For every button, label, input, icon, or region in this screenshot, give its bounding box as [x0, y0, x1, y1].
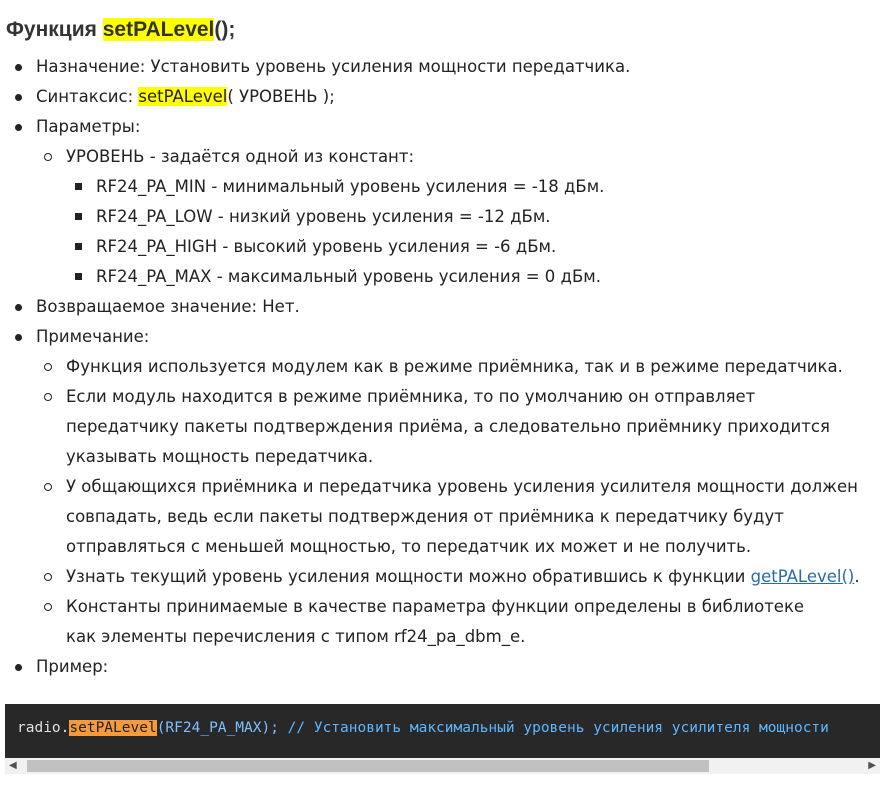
- list-item-syntax: Синтаксис: setPALevel( УРОВЕНЬ );: [6, 82, 886, 112]
- constant-item: RF24_PA_MIN - минимальный уровень усиления = -18 дБм.: [66, 172, 886, 202]
- note-item: Узнать текущий уровень усиления мощности можно обратившись к функции getPALevel().: [36, 562, 886, 592]
- scroll-right-icon[interactable]: ▶: [868, 760, 876, 771]
- list-item-note: Примечание: Функция используется модулем как в режиме приёмника, так и в режиме передатчика. Если модуль находится в режиме приёмника, то по умолчанию он отправляет передатчику пакеты подтверждения приёма, а следовательно приёмнику приходится указывать мощность передатчика. У общающихся приёмника и передатчика уровень усиления усилителя мощности должен совпадать, ведь если пакеты подтверждения от приёмника к передатчику будут отправляться с меньшей мощностью, то передатчик их может и не получить. Узнать текущий уровень усиления мощности можно обратившись к функции getPALevel(). Константы принимаемые в качестве параметра функции определены в библиотеке как элементы перечисления с типом rf24_pa_dbm_e.: [6, 322, 886, 652]
- list-item-example: Пример:: [6, 652, 886, 682]
- note-item: У общающихся приёмника и передатчика уровень усиления усилителя мощности должен совпадать, ведь если пакеты подтверждения от приёмника к передатчику будут отправляться с меньшей мощностью, то передатчик их может и не получить.: [36, 472, 884, 562]
- scrollbar-thumb[interactable]: [27, 760, 709, 772]
- document-body: [6, 12, 886, 682]
- list-item-params: Параметры: УРОВЕНЬ - задаётся одной из констант: RF24_PA_MIN - минимальный уровень усиления = -18 дБм. RF24_PA_LOW - низкий уровень усиления = -12 дБм. RF24_PA_HIGH - высокий уровень усиления = -6 дБм. RF24_PA_MAX - максимальный уровень усиления = 0 дБм.: [6, 112, 886, 292]
- title-prefix: Функция: [6, 18, 103, 41]
- code-function-highlight: setPALevel: [69, 720, 157, 736]
- description-list: [6, 52, 886, 682]
- constant-item: RF24_PA_MAX - максимальный уровень усиления = 0 дБм.: [66, 262, 886, 292]
- notes-sublist: [36, 352, 886, 652]
- code-comment: // Установить максимальный уровень усиления усилителя мощности: [278, 720, 829, 736]
- list-item-return: Возвращаемое значение: Нет.: [6, 292, 886, 322]
- syntax-function-highlight: setPALevel: [138, 87, 228, 106]
- params-sublist: [36, 142, 886, 292]
- code-args: (RF24_PA_MAX);: [156, 720, 279, 736]
- title-function-highlight: setPALevel: [102, 18, 215, 41]
- page-title: [6, 12, 886, 48]
- note-item: Константы принимаемые в качестве параметра функции определены в библиотеке как элементы перечисления с типом rf24_pa_dbm_e.: [36, 592, 836, 652]
- param-level: УРОВЕНЬ - задаётся одной из констант: RF24_PA_MIN - минимальный уровень усиления = -18 дБм. RF24_PA_LOW - низкий уровень усиления = -12 дБм. RF24_PA_HIGH - высокий уровень усиления = -6 дБм. RF24_PA_MAX - максимальный уровень усиления = 0 дБм.: [36, 142, 886, 292]
- title-suffix: ();: [214, 18, 236, 41]
- scroll-left-icon[interactable]: ◀: [9, 760, 17, 771]
- note-item: Если модуль находится в режиме приёмника, то по умолчанию он отправляет передатчику пакеты подтверждения приёма, а следовательно приёмнику приходится указывать мощность передатчика.: [36, 382, 866, 472]
- code-block[interactable]: [5, 704, 880, 758]
- constant-item: RF24_PA_LOW - низкий уровень усиления = -12 дБм.: [66, 202, 886, 232]
- getpalevel-link[interactable]: getPALevel(): [750, 567, 855, 586]
- horizontal-scrollbar[interactable]: [5, 758, 880, 774]
- constant-item: RF24_PA_HIGH - высокий уровень усиления = -6 дБм.: [66, 232, 886, 262]
- code-line: [17, 720, 829, 736]
- constants-list: [66, 172, 886, 292]
- list-item-purpose: Назначение: Установить уровень усиления мощности передатчика.: [6, 52, 886, 82]
- note-item: Функция используется модулем как в режиме приёмника, так и в режиме передатчика.: [36, 352, 886, 382]
- code-object: radio.: [17, 720, 70, 736]
